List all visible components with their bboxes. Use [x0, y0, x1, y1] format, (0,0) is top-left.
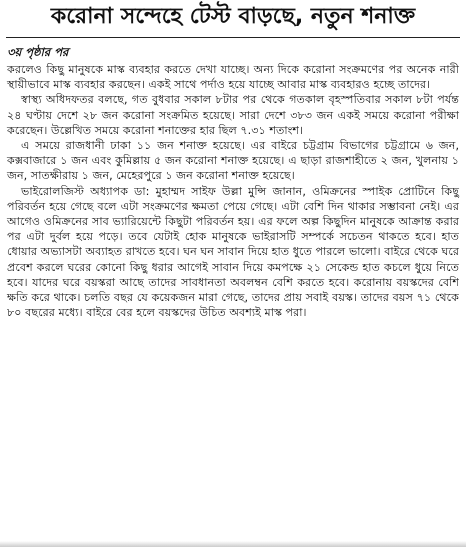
paragraph-2: স্বাস্থ্য অধিদফতর বলছে, গত বুধবার সকাল ৮টার পর থেকে গতকাল বৃহস্পতিবার সকাল ৮টা পর্যন্ত ২৪ ঘণ্টায় দেশে ২৮ জন করোনা সংক্রমিত হয়েছে। সারা দেশে ৩৮৩ জন একই সময়ে করোনা পরীক্ষা করেছেন। উল্লেখিত সময়ে করোনা শনাক্তের হার ছিল ৭.৩১ শতাংশ।: [7, 93, 459, 137]
continued-from-label: ৩য় পৃষ্ঠার পর: [7, 45, 69, 59]
headline-divider: [6, 37, 460, 38]
next-article-edge: [0, 541, 466, 547]
article-headline: করোনা সন্দেহে টেস্ট বাড়ছে, নতুন শনাক্ত: [50, 4, 416, 29]
paragraph-3: এ সময়ে রাজধানী ঢাকা ১১ জন শনাক্ত হয়েছে। এর বাইরে চট্টগ্রাম বিভাগের চট্টগ্রামে ৬ জন, কক্সবাজারে ১ জন এবং কুমিল্লায় ৫ জন করোনা শনাক্ত হয়েছে। এ ছাড়া রাজশাহীতে ২ জন, খুলনায় ১ জন, সাতক্ষীরায় ১ জন, মেহেরপুরে ১ জন করোনা শনাক্ত হয়েছে।: [7, 139, 459, 183]
article-body: [7, 62, 459, 320]
paragraph-1: করলেও কিছু মানুষকে মাস্ক ব্যবহার করতে দেখা যাচ্ছে। অন্য দিকে করোনা সংক্রমণের পর অনেক নারী স্থায়ীভাবে মাস্ক ব্যবহার করছেন। একই সাথে পর্দাও হয়ে যাচ্ছে আবার মাস্ক ব্যবহারও হচ্ছে তাদের।: [7, 63, 459, 92]
paragraph-4: ভাইরোলজিস্ট অধ্যাপক ডা: মুহাম্মদ সাইফ উল্লা মুন্সি জানান, ওমিক্রনের স্পাইক প্রোটিনে কিছু পরিবর্তন হয়ে গেছে বলে এটা সংক্রমণের ক্ষমতা পেয়ে গেছে। এটা বেশি দিন থাকার সম্ভাবনা নেই। এর আগেও ওমিক্রনের সাব ভ্যারিয়েন্টে কিছুটা পরিবর্তন হয়। এর ফলে অল্প কিছুদিন মানুষকে আক্রান্ত করার পর এটা দুর্বল হয়ে পড়ে। তবে যেটাই হোক মানুষকে ভাইরাসটি সম্পর্কে সচেতন থাকতে হবে। হাত ধোয়ার অভ্যাসটা অব্যাহত রাখতে হবে। ঘন ঘন সাবান দিয়ে হাত ধুতে পারলে ভালো। বাইরে থেকে ঘরে প্রবেশ করলে ঘরের কোনো কিছু ধরার আগেই সাবান দিয়ে কমপক্ষে ২১ সেকেন্ড হাত কচলে ধুয়ে নিতে হবে। যাদের ঘরে বয়স্করা আছে তাদের সাবধানতা অবলম্বন বেশি করতে হবে। করোনায় বয়স্কদের বেশি ক্ষতি করে থাকে। চলতি বছর যে কয়েকজন মারা গেছে, তাদের প্রায় সবাই বয়স্ক। তাদের বয়স ৭১ থেকে ৮০ বছরের মধ্যে। বাইরে বের হলে বয়স্কদের উচিত অবশ্যই মাস্ক পরা।: [7, 184, 459, 320]
